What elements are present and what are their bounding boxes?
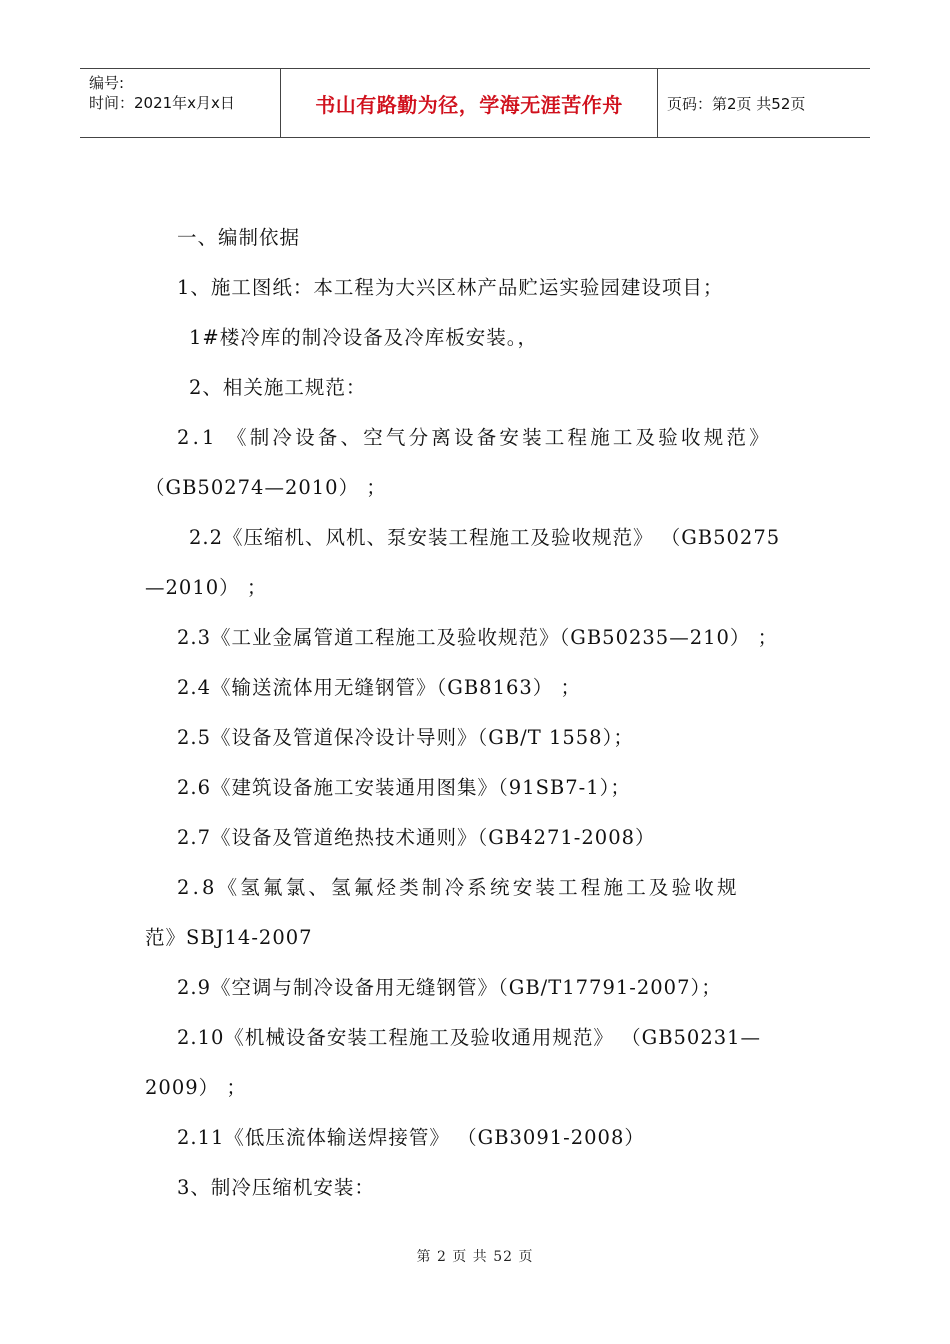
header-page-info: 页码：第2页 共52页 [667, 94, 806, 113]
page-footer: 第 2 页 共 52 页 [416, 1249, 534, 1265]
body-line: 2.4《输送流体用无缝钢管》（GB8163） ； [177, 676, 581, 699]
body-line: 2.6《建筑设备施工安装通用图集》（91SB7-1）； [177, 776, 631, 799]
body-line: 2.9《空调与制冷设备用无缝钢管》（GB/T17791-2007）； [177, 976, 722, 999]
body-line: 2.5《设备及管道保冷设计导则》（GB/T 1558）； [177, 726, 634, 749]
header-meta [80, 69, 281, 137]
number-label: 编号: [89, 74, 125, 92]
page-header [80, 68, 870, 138]
body-line: 1、施工图纸：本工程为大兴区林产品贮运实验园建设项目； [177, 276, 724, 299]
body-line: 范》SBJ14-2007 [145, 926, 313, 949]
date-label: 时间：2021年x月x日 [89, 94, 235, 112]
body-line: 1#楼冷库的制冷设备及冷库板安装。， [189, 326, 538, 349]
body-line: —2010） ； [145, 576, 268, 599]
body-line: 2.7《设备及管道绝热技术通则》（GB4271-2008） [177, 826, 656, 849]
body-line: 2.11《低压流体输送焊接管》 （GB3091-2008） [177, 1126, 645, 1149]
body-line: （GB50274—2010） ； [145, 476, 387, 499]
body-line: 2.8《氢氟氯、氢氟烃类制冷系统安装工程施工及验收规 [177, 876, 740, 899]
body-line: 3、制冷压缩机安装： [177, 1176, 375, 1199]
section-heading: 一、编制依据 [177, 226, 301, 249]
body-line: 2.1 《制冷设备、空气分离设备安装工程施工及验收规范》 [177, 426, 772, 449]
body-line: 2、相关施工规范： [189, 376, 367, 399]
body-line: 2.10《机械设备安装工程施工及验收通用规范》 （GB50231— [177, 1026, 762, 1049]
header-motto: 书山有路勤为径，学海无涯苦作舟 [281, 69, 658, 137]
body-line: 2.2《压缩机、风机、泵安装工程施工及验收规范》 （GB50275 [189, 526, 781, 549]
body-line: 2.3《工业金属管道工程施工及验收规范》（GB50235—210） ； [177, 626, 779, 649]
body-line: 2009） ； [145, 1076, 247, 1099]
